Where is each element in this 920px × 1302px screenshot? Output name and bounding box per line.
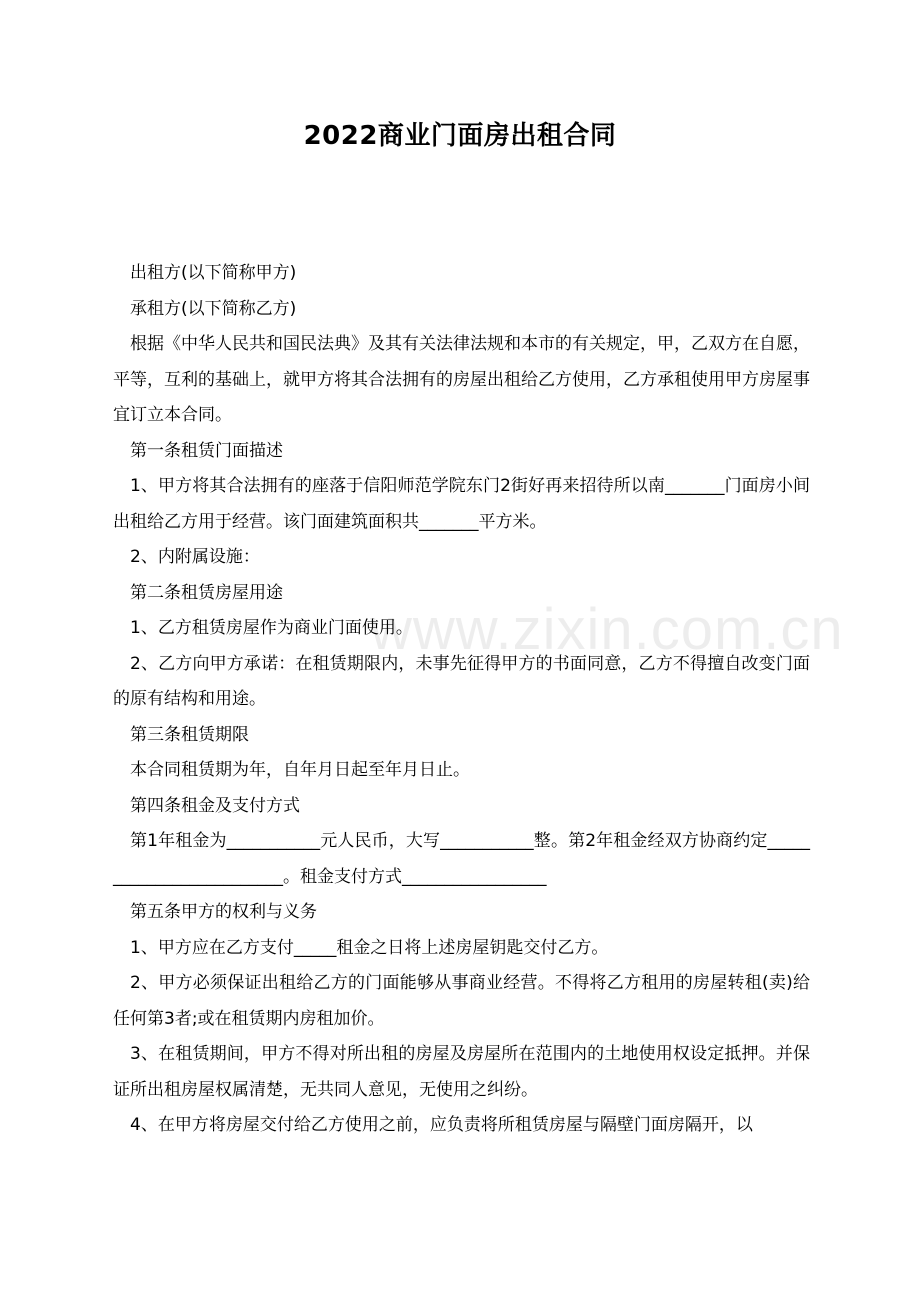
paragraph-article-1-item-2: 2、内附属设施： (130, 547, 260, 567)
paragraph-article-3-term: 本合同租赁期为年，自年月日起至年月日止。 (130, 760, 470, 780)
watermark: www.zixin.com.cn (370, 597, 844, 662)
paragraph-article-4-rent: 第1年租金为___________元人民币，大写___________整。第2年租金经双方协商约定_________________________。租金支付方式_________________ (113, 831, 810, 887)
document-body (113, 256, 810, 1144)
heading-article-5: 第五条甲方的权利与义务 (130, 902, 317, 922)
document-title: 2022商业门面房出租合同 (303, 121, 617, 151)
paragraph-article-2-item-1: 1、乙方租赁房屋作为商业门面使用。 (130, 618, 413, 638)
heading-article-3: 第三条租赁期限 (130, 724, 249, 745)
paragraph-preamble: 根据《中华人民共和国民法典》及其有关法律法规和本市的有关规定，甲，乙双方在自愿，平等，互利的基础上，就甲方将其合法拥有的房屋出租给乙方使用，乙方承租使用甲方房屋事宜订立本合同。 (113, 334, 810, 425)
paragraph-lessor: 出租方(以下简称甲方) (130, 263, 297, 283)
paragraph-article-5-item-2: 2、甲方必须保证出租给乙方的门面能够从事商业经营。不得将乙方租用的房屋转租(卖)给任何第3者;或在租赁期内房租加价。 (113, 973, 810, 1029)
paragraph-article-2-item-2: 2、乙方向甲方承诺：在租赁期限内，未事先征得甲方的书面同意，乙方不得擅自改变门面的原有结构和用途。 (113, 653, 810, 709)
heading-article-2: 第二条租赁房屋用途 (130, 582, 283, 603)
paragraph-lessee: 承租方(以下简称乙方) (130, 298, 297, 319)
paragraph-article-5-item-3: 3、在租赁期间，甲方不得对所出租的房屋及房屋所在范围内的土地使用权设定抵押。并保证所出租房屋权属清楚，无共同人意见，无使用之纠纷。 (113, 1044, 810, 1100)
paragraph-article-5-item-1: 1、甲方应在乙方支付_____租金之日将上述房屋钥匙交付乙方。 (130, 937, 609, 958)
paragraph-article-5-item-4: 4、在甲方将房屋交付给乙方使用之前，应负责将所租赁房屋与隔壁门面房隔开，以 (130, 1115, 753, 1135)
heading-article-1: 第一条租赁门面描述 (130, 440, 283, 461)
paragraph-article-1-item-1: 1、甲方将其合法拥有的座落于信阳师范学院东门2街好再来招待所以南_______门面房小间出租给乙方用于经营。该门面建筑面积共_______平方米。 (113, 476, 810, 532)
heading-article-4: 第四条租金及支付方式 (130, 795, 300, 816)
